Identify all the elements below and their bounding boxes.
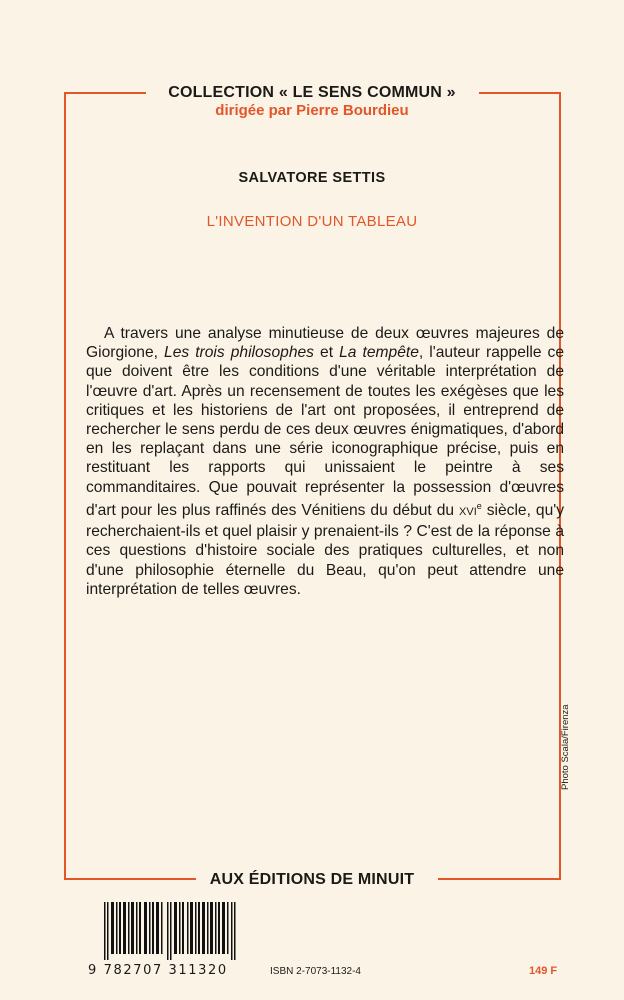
century-numeral: XVI — [459, 506, 477, 519]
barcode-digits: 9 782707 311320 — [88, 963, 228, 978]
work-title-2: La tempête — [339, 344, 419, 362]
photo-credit: Photo Scala/Firenza — [560, 704, 571, 790]
barcode — [104, 902, 236, 960]
publisher-name: AUX ÉDITIONS DE MINUIT — [209, 871, 415, 888]
collection-director: dirigée par Pierre Bourdieu — [215, 102, 409, 119]
work-title-1: Les trois philosophes — [164, 344, 314, 362]
collection-heading: COLLECTION « LE SENS COMMUN » — [168, 84, 456, 101]
book-title: L'INVENTION D'UN TABLEAU — [206, 213, 418, 230]
isbn-number: ISBN 2-7073-1132-4 — [270, 966, 361, 977]
book-author: SALVATORE SETTIS — [238, 170, 386, 186]
price-label: 149 F — [529, 965, 558, 977]
book-blurb: A travers une analyse minutieuse de deux œuvres majeures de Giorgione, Les trois philosophes et La tempête, l'auteur rappelle ce que doivent être les conditions d'une véritable interprétation de l'œuvre d'art. Après un recensement de toutes les exégèses que les critiques et les historiens de l'art ont proposées, il entreprend de rechercher le sens perdu de ces deux œuvres énigmatiques, d'abord en les replaçant dans une série iconographique précise, puis en restituant les rapports qui unissaient le peintre à ses commanditaires. Que pouvait représenter la possession d'œuvres d'art pour les plus raffinés des Vénitiens du début du XVIe siècle, qu'y recherchaient-ils et quel plaisir y prenaient-ils ? C'est de la réponse à ces questions d'histoire sociale des pratiques culturelles, et non d'une philosophie éternelle du Beau, qu'on peut attendre une interprétation de telles œuvres. — [86, 325, 565, 598]
frame-left — [64, 92, 66, 880]
